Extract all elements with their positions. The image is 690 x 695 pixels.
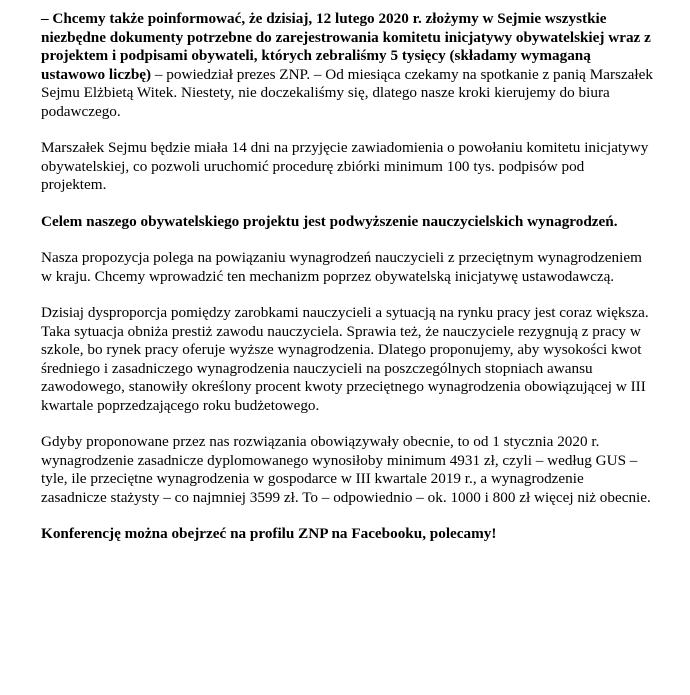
conference-note-paragraph: Konferencję można obejrzeć na profilu ZNP na Facebooku, polecamy! <box>41 525 497 542</box>
disproportion-paragraph: Dzisiaj dysproporcja pomiędzy zarobkami nauczycieli a sytuacją na rynku pracy jest coraz większa. Taka sytuacja obniża prestiż zawodu nauczyciela. Sprawia też, że nauczyciele rezygnują z pracy w szkole, bo rynek pracy oferuje wyższe wynagrodzenia. Dlatego proponujemy, aby wysokości kwot średniego i zasadniczego wynagrodzenia nauczycieli na poszczególnych stopniach awansu zawodowego, stanowiły określony procent kwoty przeciętnego wynagrodzenia obowiązującej w III kwartale poprzedzającego roku budżetowego. <box>41 304 649 414</box>
salary-example-paragraph: Gdyby proponowane przez nas rozwiązania obowiązywały obecnie, to od 1 stycznia 2020 r. wynagrodzenie zasadnicze dyplomowanego wynosiłoby minimum 4931 zł, czyli – według GUS – tyle, ile przeciętne wynagrodzenia w gospodarce w III kwartale 2019 r., a wynagrodzenie zasadnicze stażysty – co najmniej 3599 zł. To – odpowiednio – ok. 1000 i 800 zł więcej niż obecnie. <box>41 433 651 506</box>
quote-rest-text: – powiedział prezes ZNP. – Od miesiąca czekamy na spotkanie z panią Marszałek Sejmu Elżbietą Witek. Niestety, nie doczekaliśmy się, dlatego nasze kroki kierujemy do biura podawczego. <box>41 65 653 120</box>
project-goal-paragraph: Celem naszego obywatelskiego projektu jest podwyższenie nauczycielskich wynagrodzeń. <box>41 212 618 230</box>
quote-bold-text: – Chcemy także poinformować, że dzisiaj, 12 lutego 2020 r. złożymy w Sejmie wszystkie niezbędne dokumenty potrzebne do zarejestrowania komitetu inicjatywy obywatelskiej wraz z projektem i podpisami obywateli, których zebraliśmy 5 tysięcy (składamy wymaganą ustawowo liczbę) <box>41 10 651 83</box>
quote-paragraph <box>41 10 653 121</box>
proposal-paragraph: Nasza propozycja polega na powiązaniu wynagrodzeń nauczycieli z przeciętnym wynagrodzeniem w kraju. Chcemy wprowadzić ten mechanizm poprzez obywatelską inicjatywę ustawodawczą. <box>41 249 642 285</box>
deadline-paragraph: Marszałek Sejmu będzie miała 14 dni na przyjęcie zawiadomienia o powołaniu komitetu inicjatywy obywatelskiej, co pozwoli uruchomić procedurę zbiórki minimum 100 tys. podpisów pod projektem. <box>41 139 649 193</box>
